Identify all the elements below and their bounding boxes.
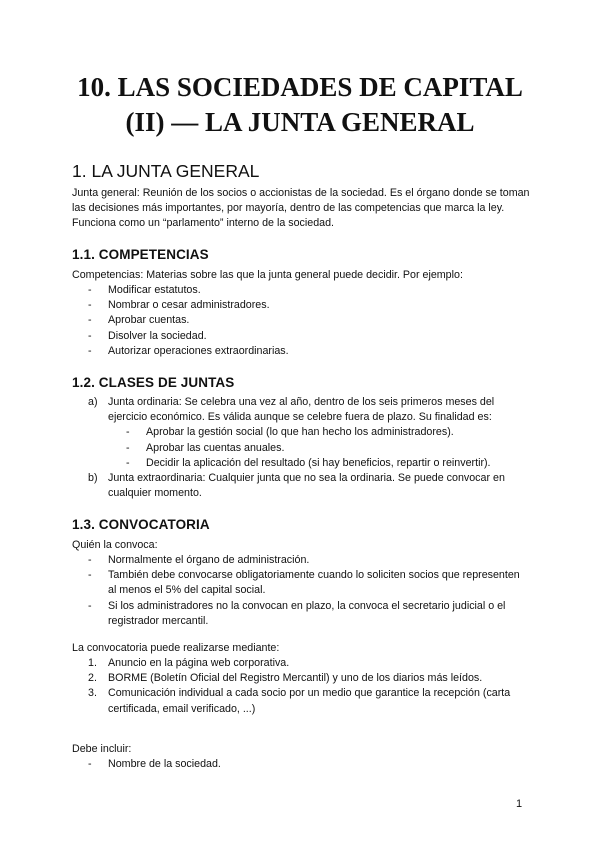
list-item: - Nombrar o cesar administradores. [88,299,270,312]
finalidad-list [126,425,528,471]
list-item: - Normalmente el órgano de administración. [88,554,310,566]
list-item: - Disolver la sociedad. [88,329,207,342]
list-item: - Aprobar cuentas. [88,314,190,327]
clases-list [88,395,528,501]
list-item: 1. Anuncio en la página web corporativa. [88,657,290,669]
quien-convoca-label: Quién la convoca: [72,539,158,551]
list-item: a) Junta ordinaria: Se celebra una vez al año, dentro de los seis primeros meses del ejercicio económico. Es válida aunque se celebre fuera de plazo. Su finalidad es: - Aprobar la gestión social (lo que han hecho los administradores). - Aprobar las cuentas anuales. - Decidir la aplicación del resultado (si hay beneficios, repartir o reinvertir). [88,395,528,471]
list-item: - Nombre de la sociedad. [88,758,221,770]
subsection-heading-clases: 1.2. CLASES DE JUNTAS [72,375,235,390]
list-item: 2. BORME (Boletín Oficial del Registro Mercantil) y uno de los diarios más leídos. [88,672,483,685]
list-item: - Si los administradores no la convocan en plazo, la convoca el secretario judicial o el registrador mercantil. [88,599,506,627]
document-title [40,70,560,140]
competencias-intro: Competencias: Materias sobre las que la junta general puede decidir. Por ejemplo: [72,269,463,281]
list-item: - Decidir la aplicación del resultado (si hay beneficios, repartir o reinvertir). [126,456,491,469]
list-item: - Autorizar operaciones extraordinarias. [88,344,289,357]
mediante-label: La convocatoria puede realizarse mediante: [72,642,280,654]
debe-incluir-list [88,757,528,772]
title-line-2: (II) — LA JUNTA GENERAL [125,107,475,137]
subsection-heading-convocatoria: 1.3. CONVOCATORIA [72,517,210,532]
section-heading-junta-general: 1. LA JUNTA GENERAL [72,161,260,181]
list-item: - Aprobar las cuentas anuales. [126,441,285,454]
subsection-heading-competencias: 1.1. COMPETENCIAS [72,247,209,262]
list-item: - Modificar estatutos. [88,284,201,296]
competencias-list [88,283,528,359]
list-item: - Aprobar la gestión social (lo que han hecho los administradores). [126,426,454,439]
junta-general-paragraph: Junta general: Reunión de los socios o accionistas de la sociedad. Es el órgano donde se toman las decisiones más importantes, por mayoría, dentro de las competencias que marca la ley. Funciona como un “parlamento” interno de la sociedad. [72,187,530,230]
list-item: 3. Comunicación individual a cada socio por un medio que garantice la recepción (carta certificada, email verificado, ...) [88,687,511,715]
list-item: b) Junta extraordinaria: Cualquier junta que no sea la ordinaria. Se puede convocar en cualquier momento. [88,472,505,500]
page-number: 1 [516,798,523,810]
mediante-list [88,656,528,717]
quien-convoca-list [88,553,528,629]
list-item: - También debe convocarse obligatoriamente cuando lo soliciten socios que representen al menos el 5% del capital social. [88,569,520,597]
title-line-1: 10. LAS SOCIEDADES DE CAPITAL [77,72,523,102]
debe-incluir-label: Debe incluir: [72,743,132,755]
